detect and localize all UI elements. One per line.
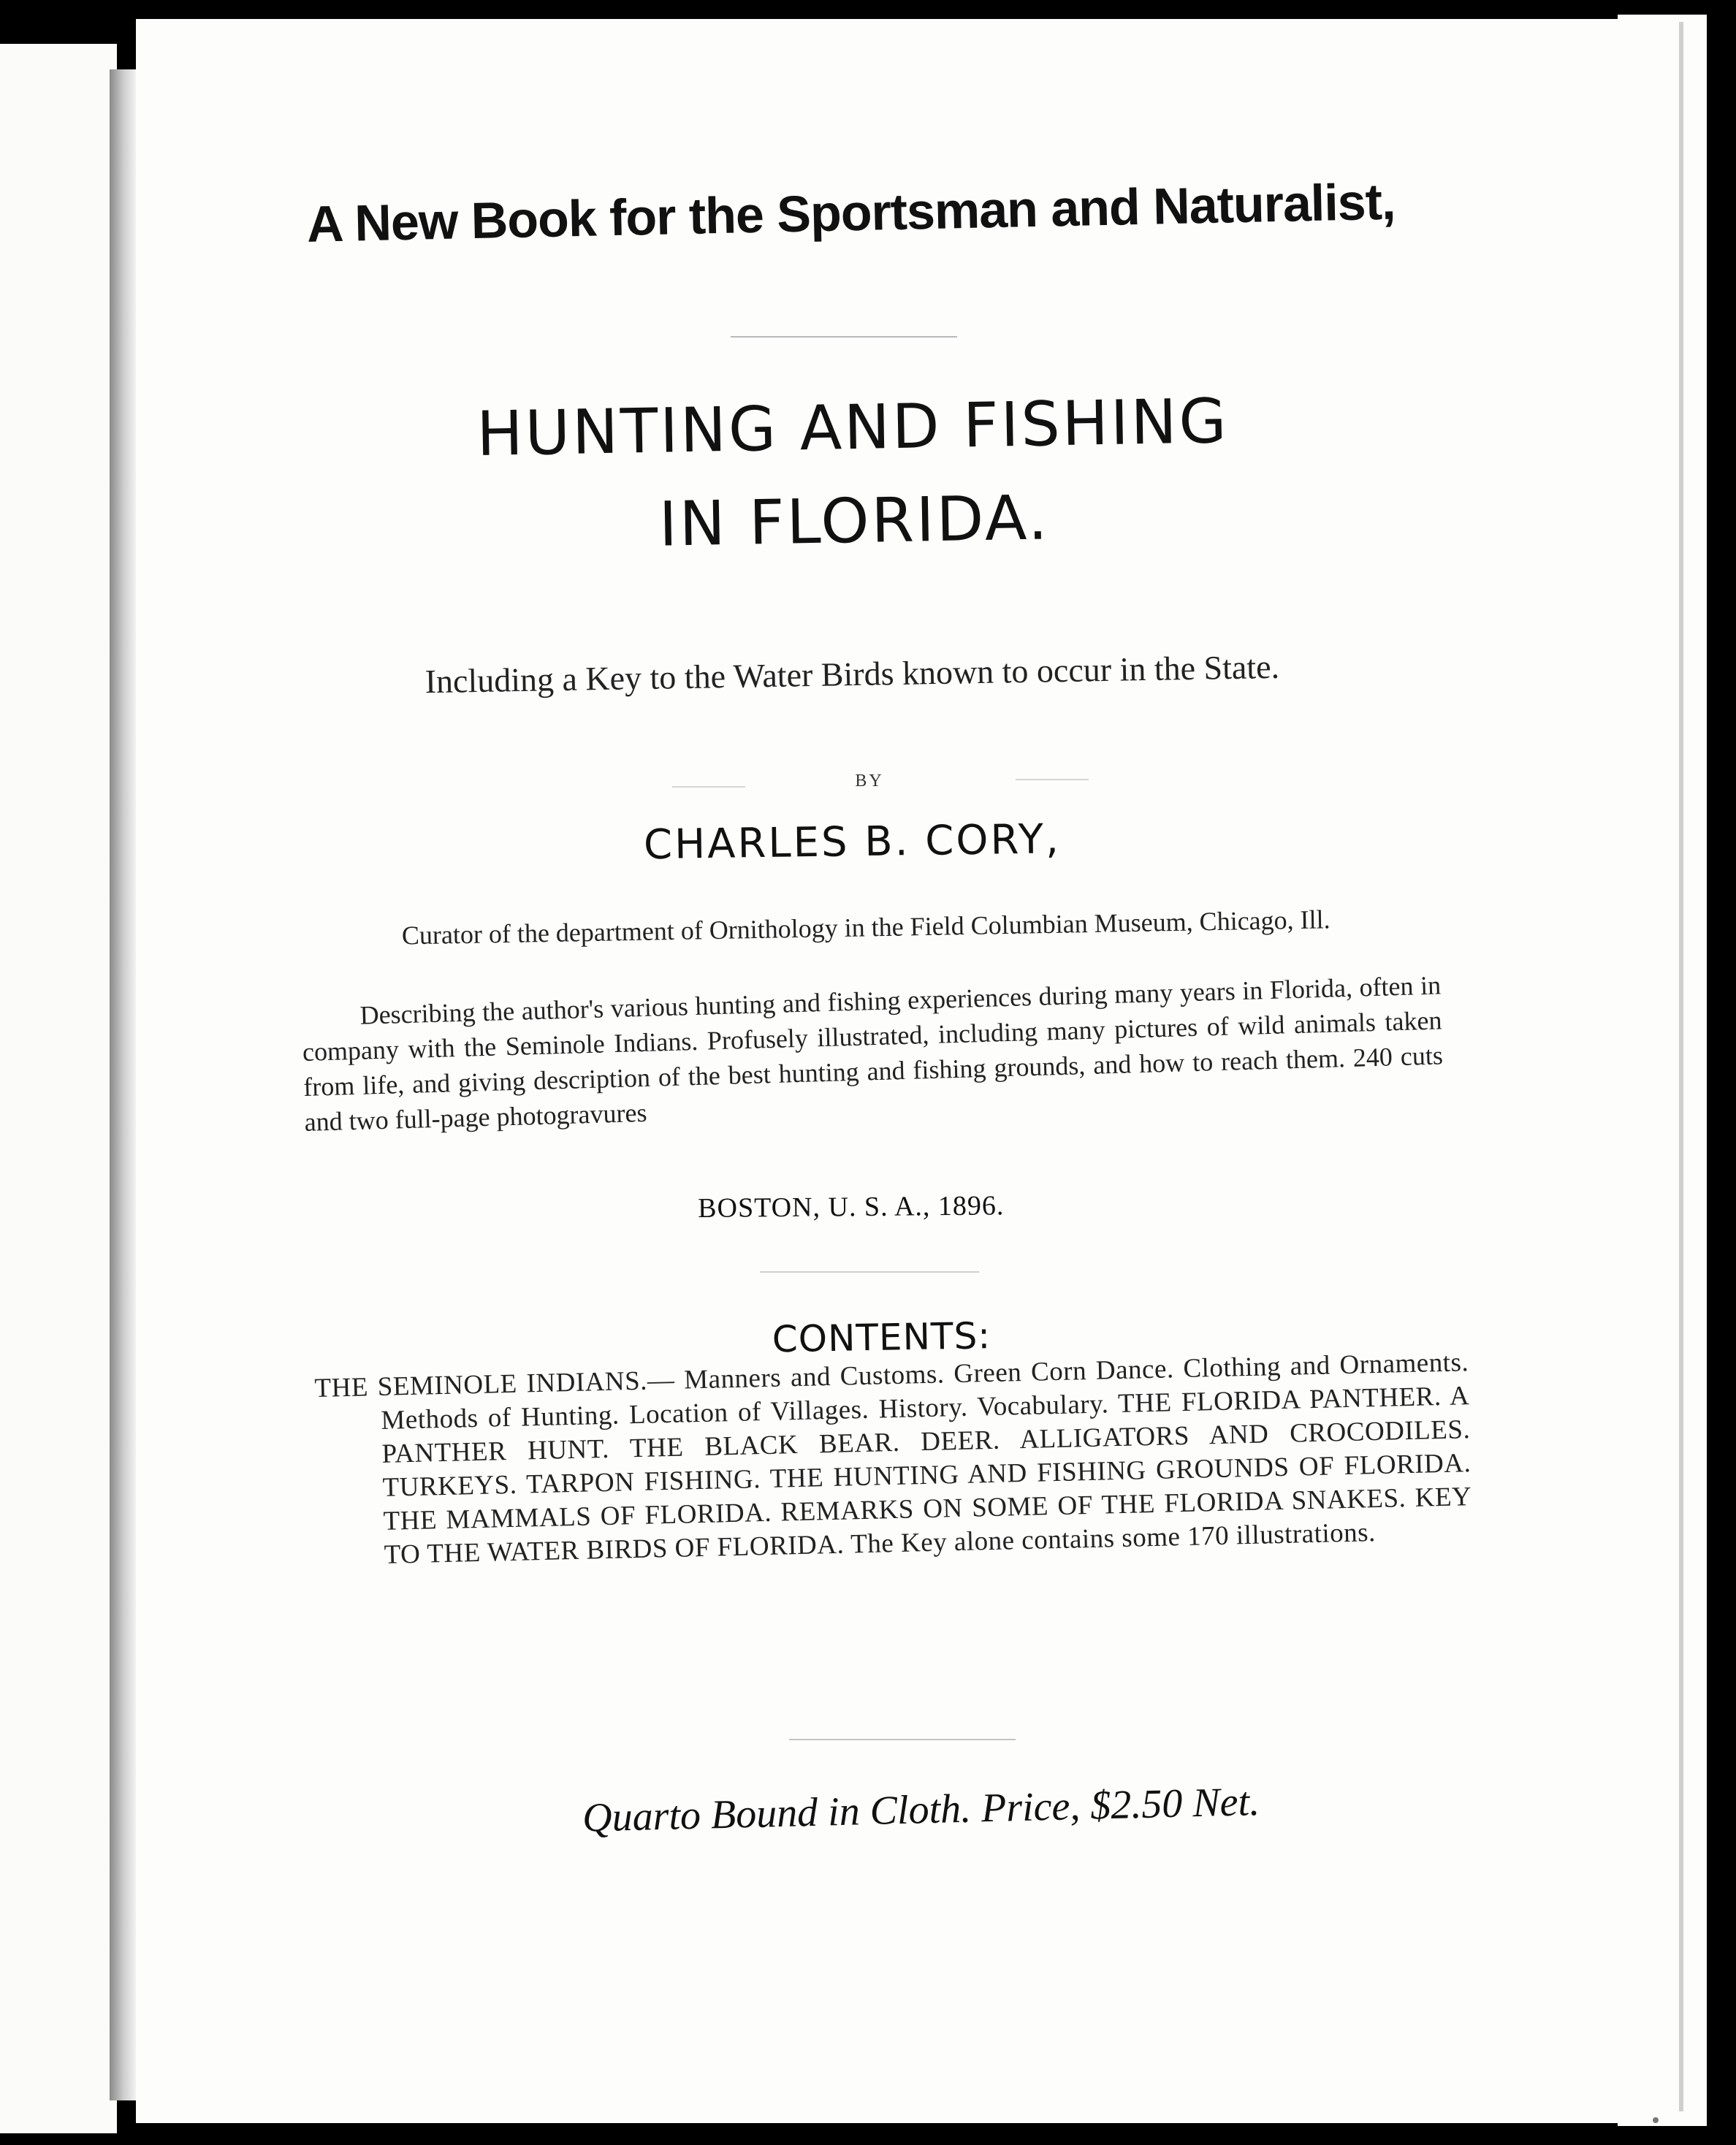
contents-heading: CONTENTS: bbox=[772, 1314, 991, 1361]
book-title-line-1: HUNTING AND FISHING bbox=[476, 385, 1230, 470]
contents-list: THE SEMINOLE INDIANS.— Manners and Customs. Green Corn Dance. Clothing and Ornaments. Methods of Hunting. Location of Villages. History. Vocabulary. THE FLORIDA PANTHER. A PANTHER HUNT. THE BLACK BEAR. DEER. ALLIGATORS AND CROCODILES. TURKEYS. TARPON FISHING. THE HUNTING AND FISHING GROUNDS OF FLORIDA. THE MAMMALS OF FLORIDA. REMARKS ON SOME OF THE FLORIDA SNAKES. KEY TO THE WATER BIRDS OF FLORIDA. The Key alone contains some 170 illustrations. bbox=[314, 1347, 1472, 1570]
price-line: Quarto Bound in Cloth. Price, $2.50 Net. bbox=[582, 1779, 1260, 1841]
page-edge-line bbox=[1679, 22, 1683, 2111]
publication-imprint: BOSTON, U. S. A., 1896. bbox=[698, 1190, 1005, 1224]
byline: BY bbox=[855, 771, 884, 790]
author-name: CHARLES B. CORY, bbox=[643, 815, 1062, 869]
scan-speck bbox=[1653, 2117, 1659, 2123]
book-description-text: Describing the author's various hunting and fishing experiences during many years in Florida, often in company with the Seminole Indians. Profusely illustrated, including many pictures of wild animals taken from life, and giving description of the best hunting and fishing grounds, and how to reach them. 240 cuts and two full-page photogravures bbox=[302, 970, 1444, 1137]
advert-headline: A New Book for the Sportsman and Naturalist, bbox=[306, 172, 1396, 253]
book-gutter bbox=[110, 69, 136, 2100]
author-position: Curator of the department of Ornithology in the Field Columbian Museum, Chicago, Ill. bbox=[401, 904, 1330, 950]
book-subtitle: Including a Key to the Water Birds known to occur in the State. bbox=[425, 647, 1280, 701]
book-title-line-2: IN FLORIDA. bbox=[658, 481, 1051, 560]
book-title bbox=[267, 370, 1439, 578]
divider-by-right bbox=[1016, 779, 1089, 780]
divider-bottom bbox=[789, 1739, 1016, 1740]
left-page-edge bbox=[0, 44, 117, 2133]
divider-top bbox=[731, 336, 957, 338]
divider-middle bbox=[760, 1271, 979, 1273]
